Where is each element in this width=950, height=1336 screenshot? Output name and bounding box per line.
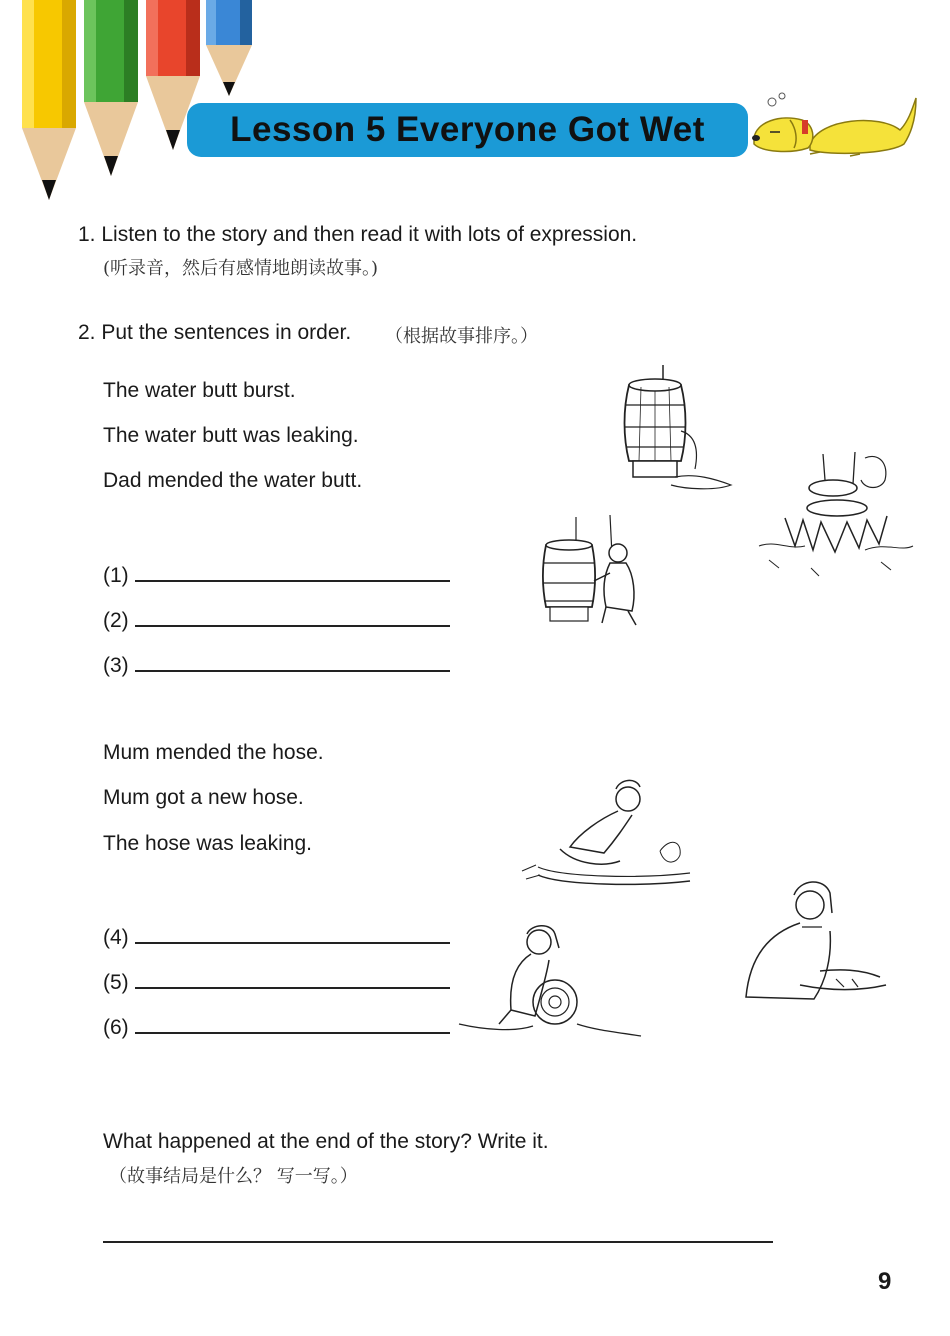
answer-line-3[interactable] (103, 650, 450, 679)
sentence-water-butt-burst: The water butt burst. (103, 379, 296, 402)
answer-blank-2[interactable] (135, 605, 450, 627)
task3-question: What happened at the end of the story? Write it. (103, 1130, 549, 1153)
answer-blank-6[interactable] (135, 1012, 450, 1034)
title-banner (187, 103, 748, 157)
sentence-mum-got-new-hose: Mum got a new hose. (103, 786, 304, 809)
mum-mending-hose-illustration (740, 875, 890, 1005)
burst-water-butt-illustration (755, 450, 915, 585)
answer-number-6: (6) (103, 1016, 129, 1039)
answer-number-3: (3) (103, 654, 129, 677)
task2-chinese: （根据故事排序。） (385, 326, 538, 347)
answer-number-4: (4) (103, 926, 129, 949)
answer-line-2[interactable] (103, 605, 450, 634)
answer-number-5: (5) (103, 971, 129, 994)
answer-line-1[interactable] (103, 560, 450, 589)
dad-mending-water-butt-illustration (540, 515, 650, 630)
answer-number-2: (2) (103, 609, 129, 632)
task2-instruction: 2. Put the sentences in order. (78, 321, 352, 344)
answer-blank-3[interactable] (135, 650, 450, 672)
sleeping-dog-illustration (750, 92, 920, 162)
blue-pencil (206, 0, 252, 96)
answer-number-1: (1) (103, 564, 129, 587)
task1-chinese: (听录音，然后有感情地朗读故事。) (103, 258, 379, 279)
answer-blank-4[interactable] (135, 922, 450, 944)
answer-blank-1[interactable] (135, 560, 450, 582)
answer-line-4[interactable] (103, 922, 450, 951)
answer-line-6[interactable] (103, 1012, 450, 1041)
sentence-dad-mended-water-butt: Dad mended the water butt. (103, 469, 363, 492)
answer-line-5[interactable] (103, 967, 450, 996)
final-answer-line[interactable] (103, 1241, 773, 1243)
hose-leaking-illustration (520, 775, 695, 890)
leaking-water-butt-illustration (615, 365, 740, 495)
answer-blank-5[interactable] (135, 967, 450, 989)
green-pencil (84, 0, 138, 176)
sentence-hose-leaking: The hose was leaking. (103, 832, 312, 855)
sentence-water-butt-leaking: The water butt was leaking. (103, 424, 359, 447)
task3-chinese: （故事结局是什么？ 写一写。） (109, 1166, 358, 1187)
page-number: 9 (878, 1268, 892, 1295)
sentence-mum-mended-hose: Mum mended the hose. (103, 741, 324, 764)
mum-with-hose-reel-illustration (455, 920, 645, 1045)
task1-instruction: 1. Listen to the story and then read it with lots of expression. (78, 223, 638, 246)
yellow-pencil (22, 0, 76, 200)
page-title: Lesson 5 Everyone Got Wet (230, 110, 705, 149)
